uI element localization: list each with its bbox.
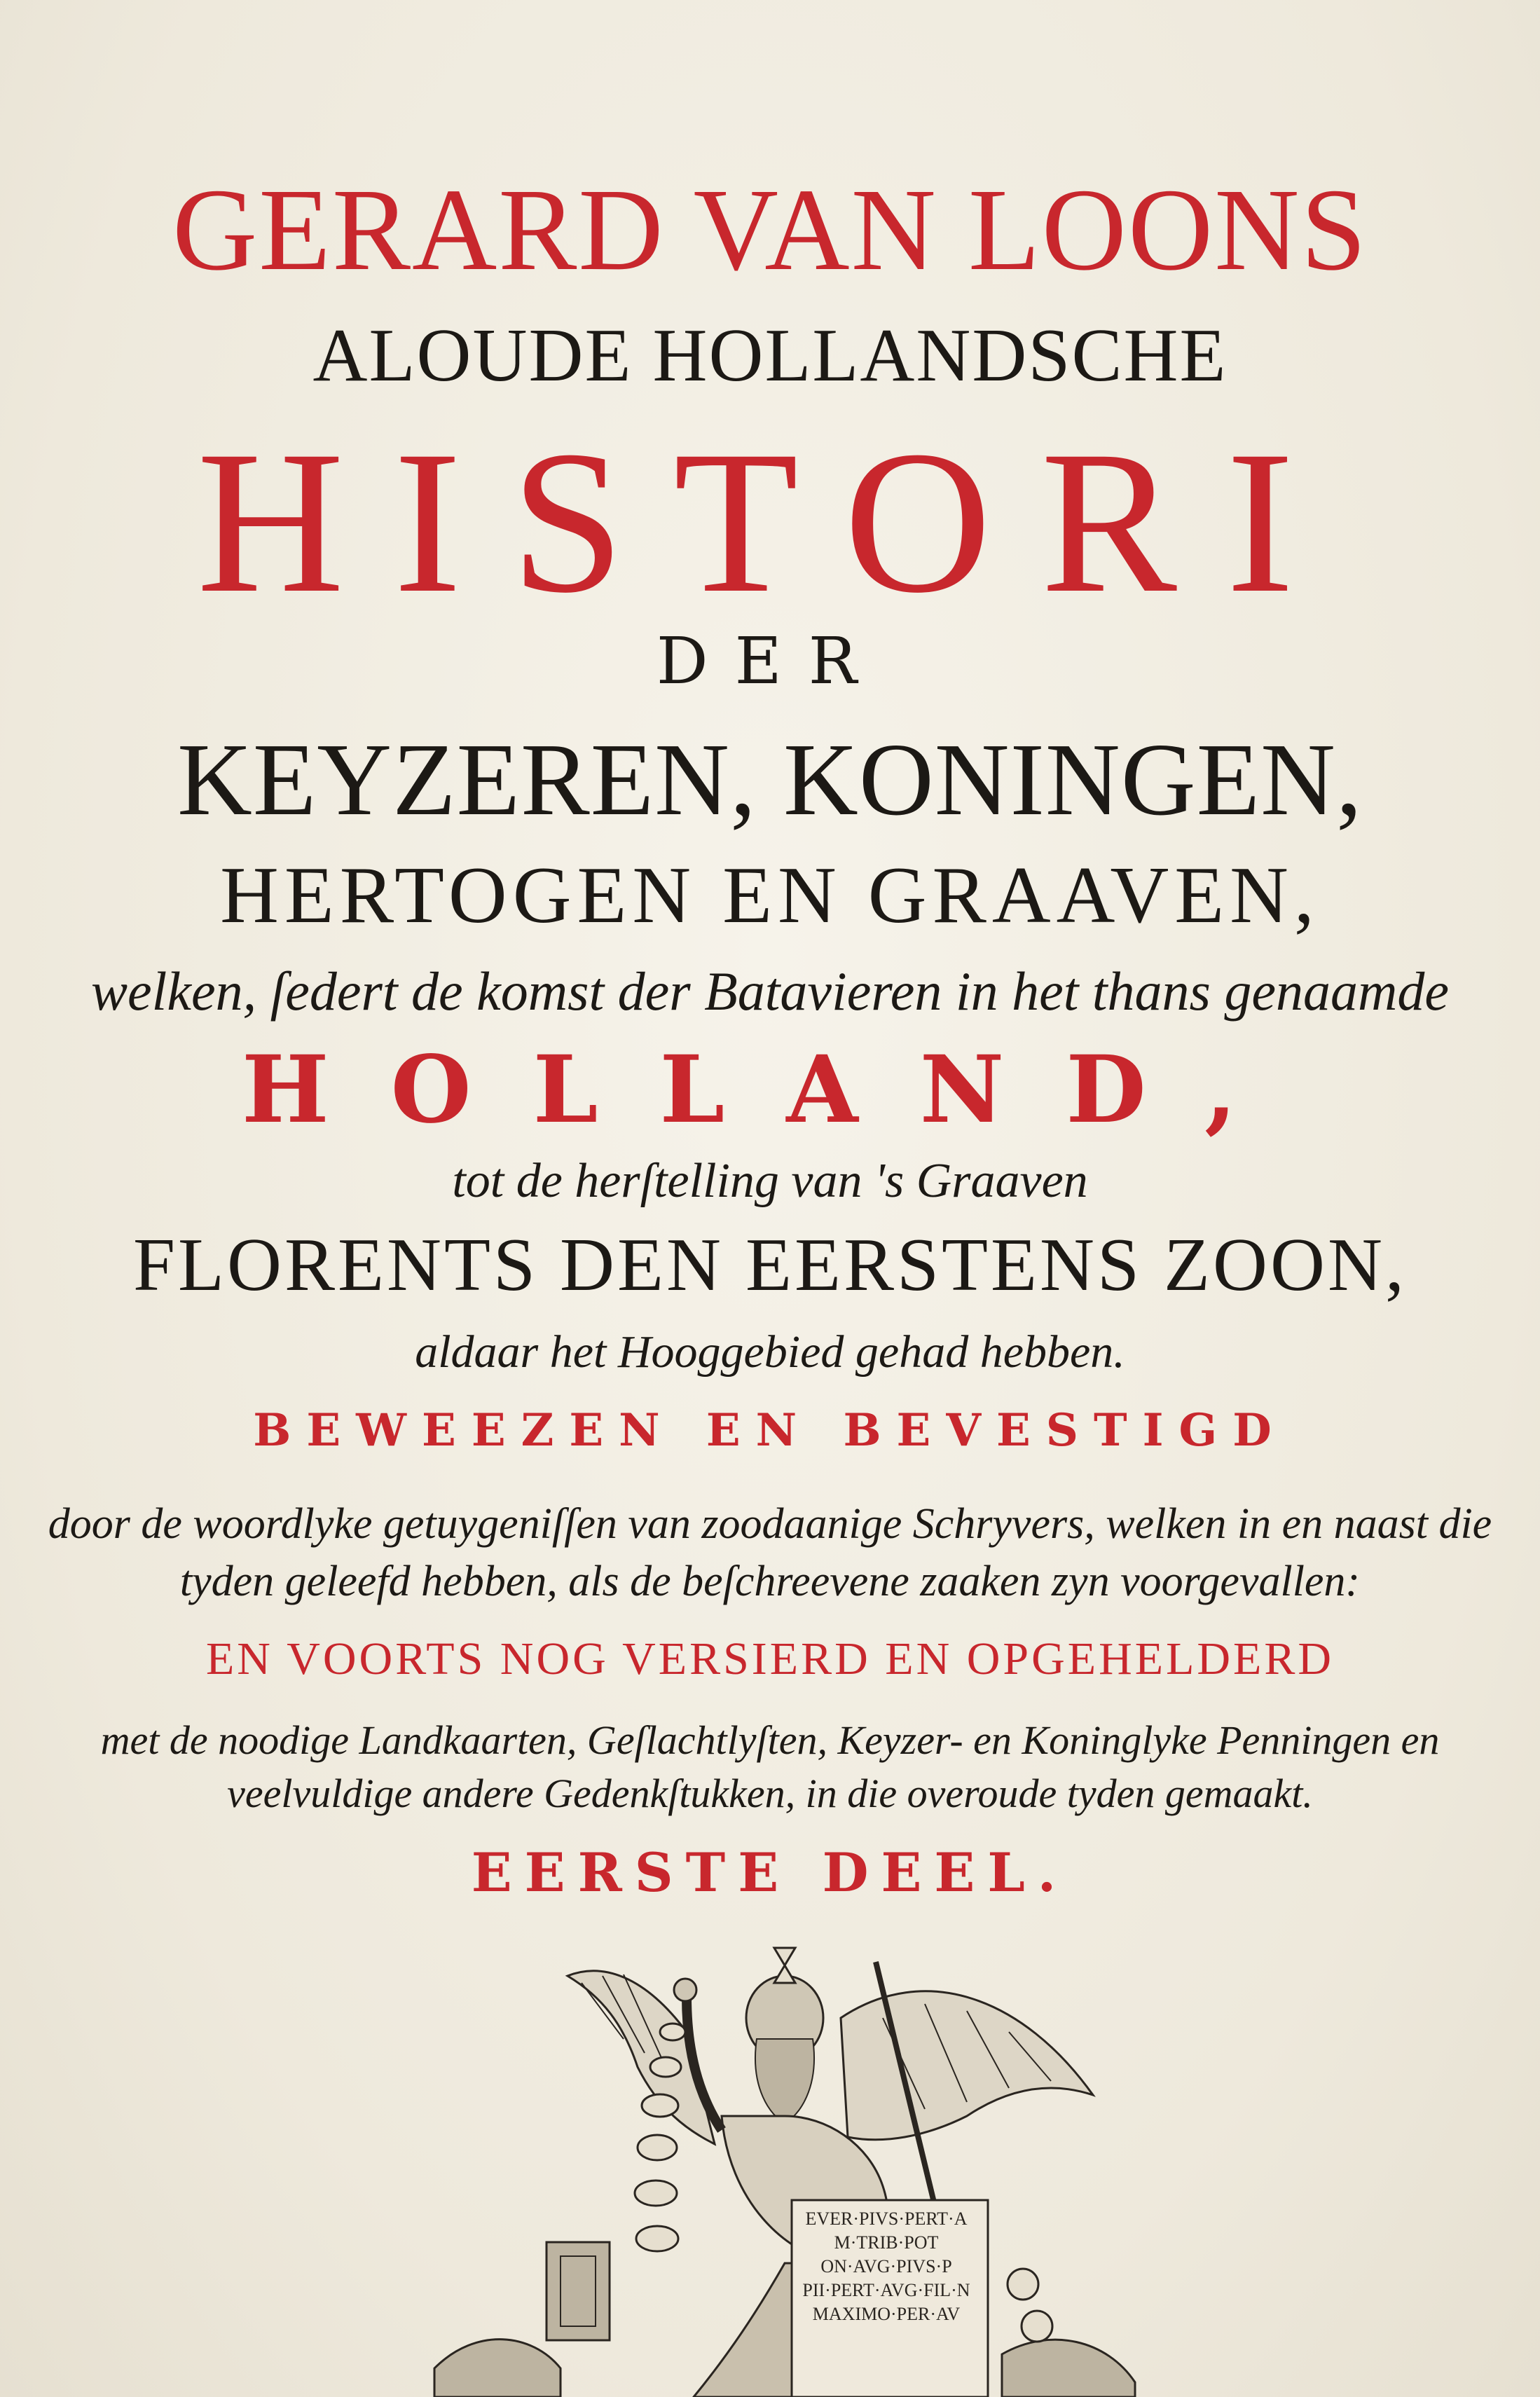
title-beweezen: BEWEEZEN EN BEVESTIGD xyxy=(253,1404,1287,1457)
title-versierd: EN VOORTS NOG VERSIERD EN OPGEHELDERD xyxy=(205,1633,1335,1684)
text-tyden: tyden geleefd hebben, als de beſchreevene zaaken zyn voorgevallen: xyxy=(179,1558,1361,1605)
title-der: DER xyxy=(656,624,884,699)
title-florents: FLORENTS DEN EERSTENS ZOON, xyxy=(132,1223,1408,1307)
title-keyzeren: KEYZEREN, KONINGEN, xyxy=(177,722,1363,837)
subtitle-aloude: ALOUDE HOLLANDSCHE xyxy=(312,314,1228,397)
tablet-inscription xyxy=(799,2207,974,2326)
title-hertogen: HERTOGEN EN GRAAVEN, xyxy=(220,851,1320,940)
text-landkaarten: met de noodige Landkaarten, Geſlachtlyſten, Keyzer- en Koninglyke Penningen en xyxy=(100,1717,1440,1763)
title-eerste-deel: EERSTE DEEL. xyxy=(471,1841,1069,1904)
author-title: GERARD VAN LOONS xyxy=(172,165,1368,295)
text-herstelling: tot de herſtelling van 's Graaven xyxy=(452,1154,1088,1208)
title-holland: HOLLAND, xyxy=(241,1036,1299,1144)
text-getuygenissen: door de woordlyke getuygeniſſen van zoodaanige Schryvers, welken in en naast die xyxy=(48,1500,1492,1548)
tablet-line: EVER·PIVS·PERT·A xyxy=(805,2209,968,2229)
text-hooggebied: aldaar het Hooggebied gehad hebben. xyxy=(415,1326,1125,1378)
tablet-line: ON·AVG·PIVS·P xyxy=(820,2256,952,2276)
main-title-histori: HISTORI xyxy=(196,409,1344,636)
tablet-line: MAXIMO·PER·AV xyxy=(812,2304,961,2324)
engraving-illustration xyxy=(392,1934,1184,2397)
text-gedenkstukken: veelvuldige andere Gedenkſtukken, in die overoude tyden gemaakt. xyxy=(227,1771,1313,1816)
text-welken: welken, ſedert de komst der Batavieren in het thans genaamde xyxy=(91,961,1449,1022)
tablet-line: PII·PERT·AVG·FIL·N xyxy=(802,2280,970,2300)
tablet-line: M·TRIB·POT xyxy=(834,2232,939,2253)
